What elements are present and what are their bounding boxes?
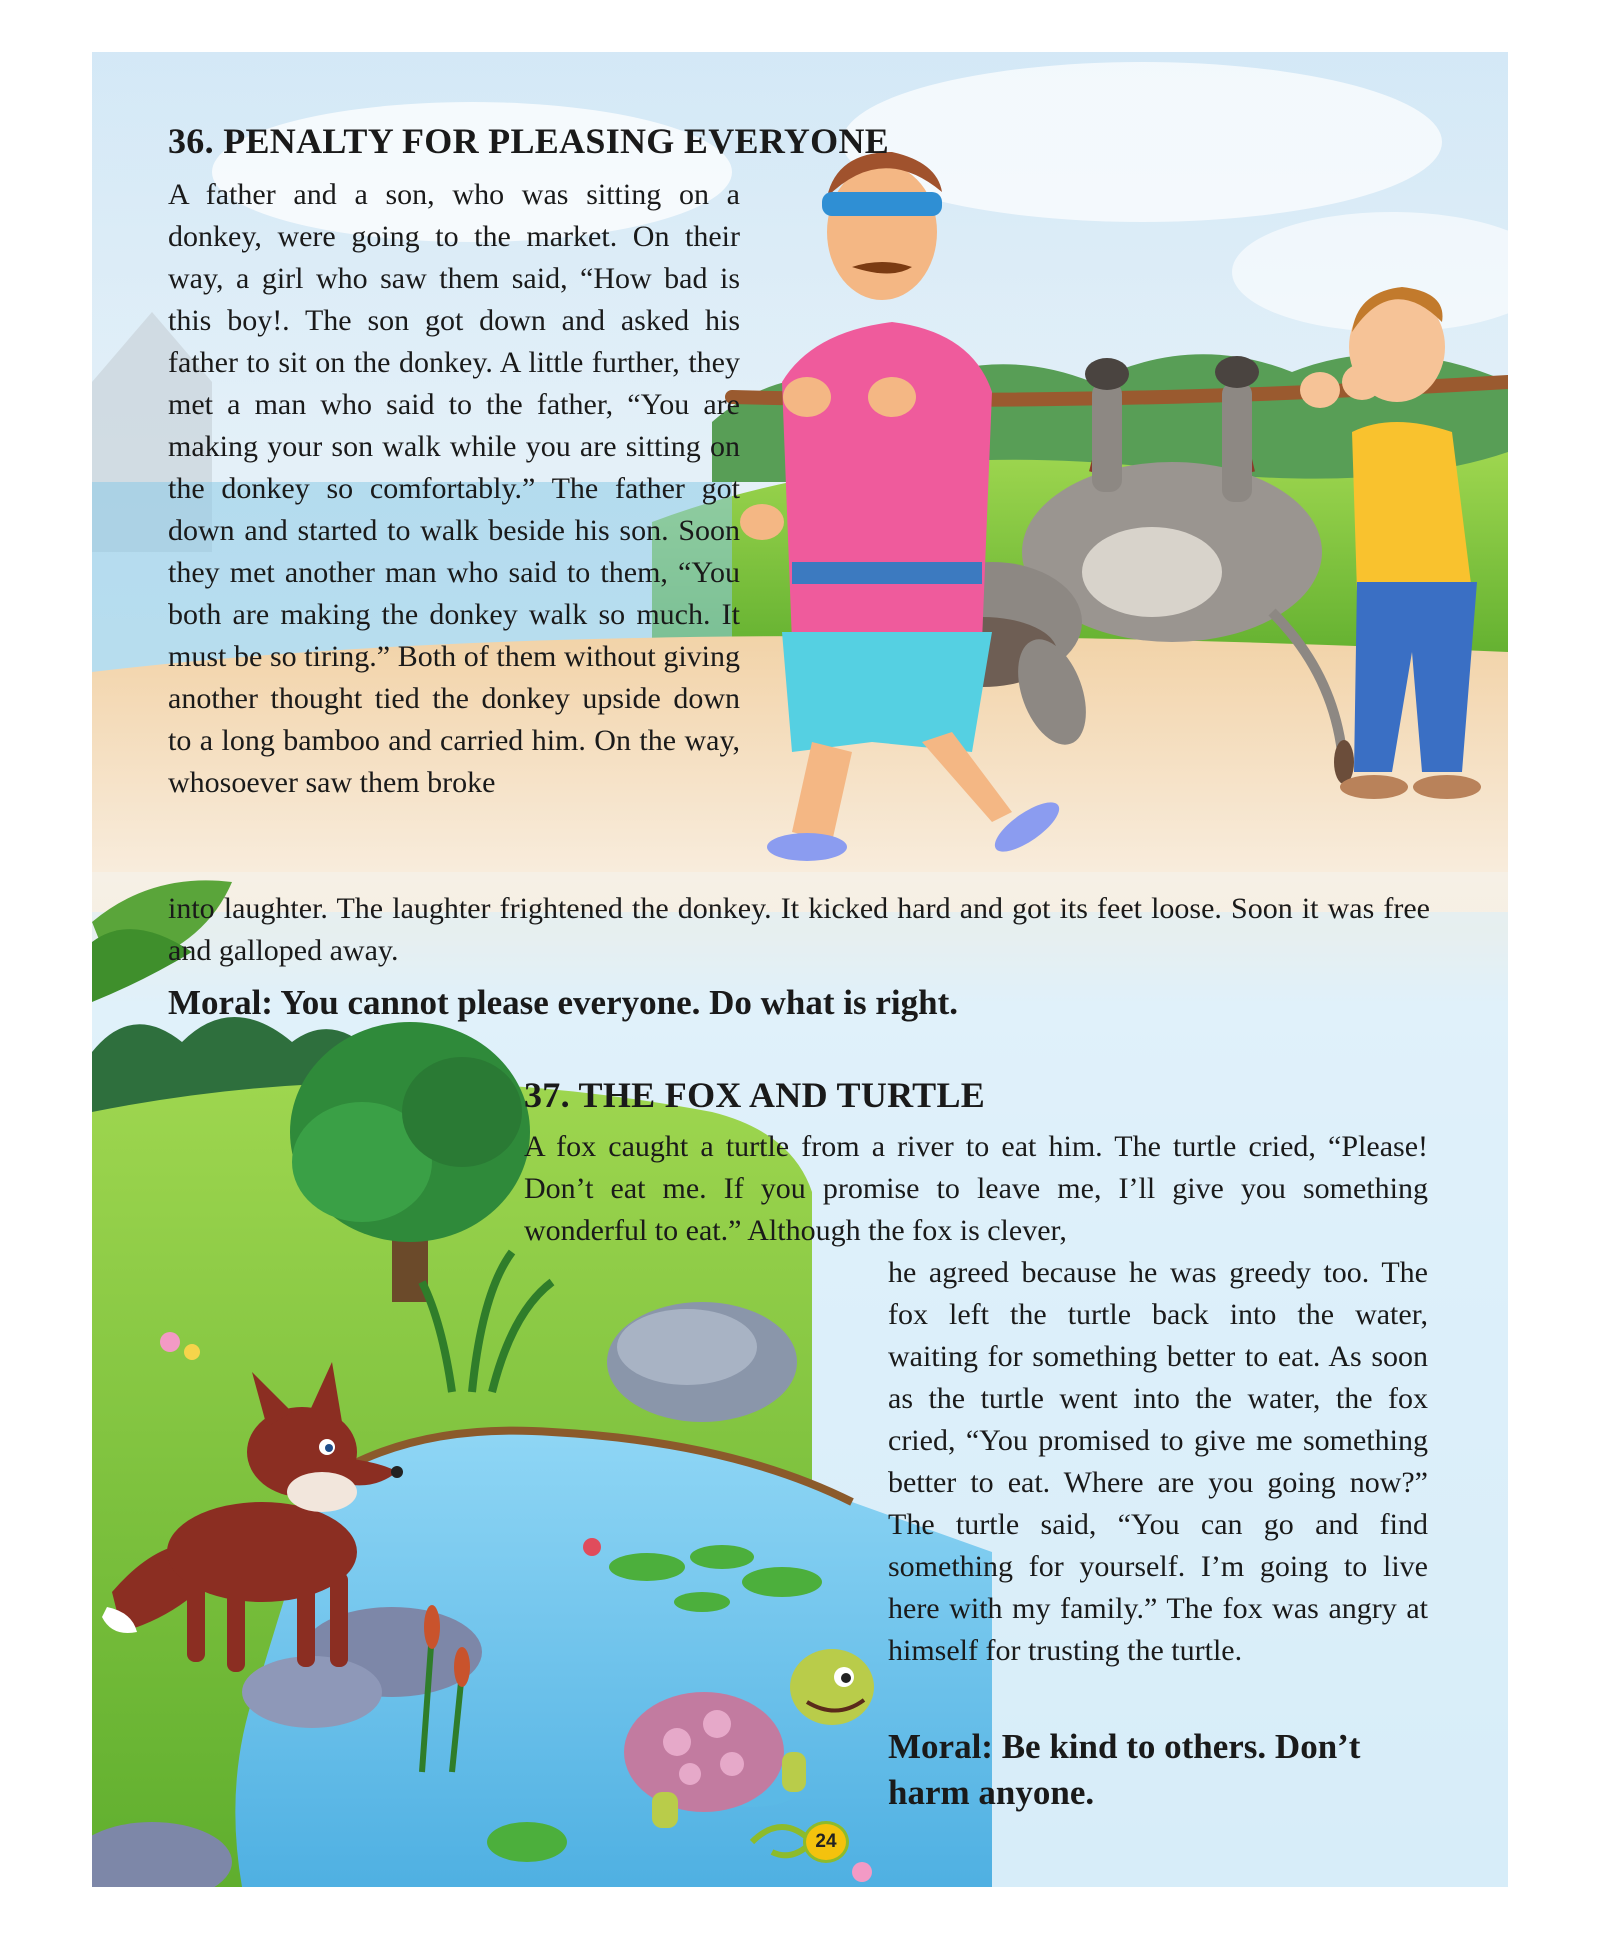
story-36-paragraph: A father and a son, who was sitting on a donkey, were going to the market. On their way, a girl who saw them said, “How bad is this boy!. The son got down and asked his father to sit on the donkey. A little further, they met a man who said to the father, “You are making your son walk while you are sitting on the donkey so comfortably.” The father got down and started to walk beside his son. Soon they met another man who said to them, “You both are making the donkey walk so much. It must be so tiring.” Both of them without giving another thought tied the donkey upside down to a long bamboo and carried him. On the way, whosoever saw them broke <box>168 178 740 799</box>
story-36-continued-block <box>168 888 1430 972</box>
story-37-top-block <box>524 1126 1428 1252</box>
story-36-moral: Moral: You cannot please everyone. Do what is right. <box>168 983 959 1022</box>
story-36-title: 36. PENALTY FOR PLEASING EVERYONE <box>168 121 890 161</box>
cattail-head <box>424 1605 440 1649</box>
lotus-flower <box>583 1538 601 1556</box>
story-37-paragraph-top: A fox caught a turtle from a river to eat him. The turtle cried, “Please! Don’t eat me. If you promise to leave me, I’ll give you something wonderful to eat.” Although the fox is clever, <box>524 1130 1428 1247</box>
story-37-title: 37. THE FOX AND TURTLE <box>524 1075 986 1115</box>
lily-pad <box>690 1545 754 1569</box>
lily-pad <box>487 1822 567 1862</box>
lily-pad <box>742 1567 822 1597</box>
story-37-moral-block <box>888 1724 1428 1816</box>
flower <box>184 1344 200 1360</box>
story-37-moral: Moral: Be kind to others. Don’t harm anyone. <box>888 1727 1361 1812</box>
flower <box>852 1862 872 1882</box>
flower <box>160 1332 180 1352</box>
storybook-page <box>92 52 1508 1887</box>
story-36-moral-block <box>168 980 1430 1026</box>
story-37-side-block <box>888 1252 1428 1672</box>
story-37-paragraph-side: he agreed because he was greedy too. The fox left the turtle back into the water, waiting for something better to eat. As soon as the turtle went into the water, the fox cried, “You promised to give me something better to eat. Where are you going now?” The turtle said, “You can go and find something for yourself. I’m going to live here with my family.” The fox was angry at himself for trusting the turtle. <box>888 1256 1428 1667</box>
lily-pad <box>609 1553 685 1581</box>
page-number: 24 <box>806 1824 846 1860</box>
story-36-text-block <box>168 174 740 804</box>
cattail-head <box>454 1647 470 1687</box>
story-36-paragraph-continued: into laughter. The laughter frightened the donkey. It kicked hard and got its feet loose. Soon it was free and galloped away. <box>168 892 1430 967</box>
rock <box>617 1309 757 1385</box>
lily-pad <box>674 1592 730 1612</box>
rock <box>242 1656 382 1728</box>
